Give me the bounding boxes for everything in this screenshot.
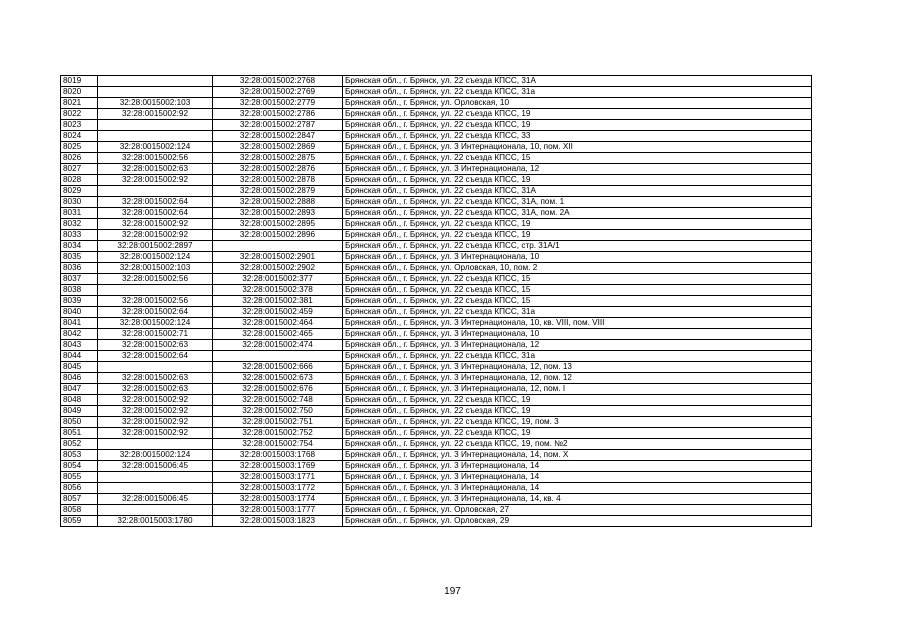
row-number-cell: 8030	[61, 197, 98, 208]
object-cadastral-number-cell: 32:28:0015002:754	[213, 439, 343, 450]
object-cadastral-number-cell: 32:28:0015003:1777	[213, 505, 343, 516]
object-cadastral-number-cell: 32:28:0015002:666	[213, 362, 343, 373]
row-number-cell: 8040	[61, 307, 98, 318]
table-row	[61, 483, 812, 494]
object-cadastral-number-cell	[213, 241, 343, 252]
table-row	[61, 351, 812, 362]
row-number-cell: 8044	[61, 351, 98, 362]
address-cell: Брянская обл., г. Брянск, ул. 3 Интернационала, 10, кв. VIII, пом. VIII	[343, 318, 812, 329]
row-number-cell: 8055	[61, 472, 98, 483]
parent-cadastral-number-cell: 32:28:0015002:63	[98, 340, 213, 351]
parent-cadastral-number-cell: 32:28:0015002:92	[98, 406, 213, 417]
parent-cadastral-number-cell: 32:28:0015002:64	[98, 351, 213, 362]
address-cell: Брянская обл., г. Брянск, ул. Орловская, 10	[343, 98, 812, 109]
object-cadastral-number-cell: 32:28:0015002:752	[213, 428, 343, 439]
parent-cadastral-number-cell: 32:28:0015002:92	[98, 428, 213, 439]
table-row	[61, 208, 812, 219]
address-cell: Брянская обл., г. Брянск, ул. 22 съезда КПСС, 15	[343, 153, 812, 164]
parent-cadastral-number-cell: 32:28:0015006:45	[98, 494, 213, 505]
row-number-cell: 8057	[61, 494, 98, 505]
parent-cadastral-number-cell	[98, 87, 213, 98]
object-cadastral-number-cell	[213, 351, 343, 362]
parent-cadastral-number-cell: 32:28:0015002:124	[98, 252, 213, 263]
registry-table	[60, 75, 812, 527]
table-row	[61, 406, 812, 417]
table-row	[61, 472, 812, 483]
parent-cadastral-number-cell: 32:28:0015002:124	[98, 142, 213, 153]
parent-cadastral-number-cell: 32:28:0015002:124	[98, 450, 213, 461]
address-cell: Брянская обл., г. Брянск, ул. 22 съезда КПСС, 19	[343, 219, 812, 230]
table-row	[61, 373, 812, 384]
parent-cadastral-number-cell: 32:28:0015002:64	[98, 208, 213, 219]
parent-cadastral-number-cell	[98, 131, 213, 142]
table-row	[61, 186, 812, 197]
row-number-cell: 8034	[61, 241, 98, 252]
object-cadastral-number-cell: 32:28:0015003:1768	[213, 450, 343, 461]
address-cell: Брянская обл., г. Брянск, ул. 22 съезда КПСС, 15	[343, 296, 812, 307]
row-number-cell: 8041	[61, 318, 98, 329]
row-number-cell: 8032	[61, 219, 98, 230]
object-cadastral-number-cell: 32:28:0015002:2888	[213, 197, 343, 208]
table-row	[61, 142, 812, 153]
parent-cadastral-number-cell: 32:28:0015002:64	[98, 197, 213, 208]
object-cadastral-number-cell: 32:28:0015002:378	[213, 285, 343, 296]
parent-cadastral-number-cell	[98, 439, 213, 450]
parent-cadastral-number-cell: 32:28:0015002:63	[98, 373, 213, 384]
object-cadastral-number-cell: 32:28:0015002:2787	[213, 120, 343, 131]
table-row	[61, 395, 812, 406]
address-cell: Брянская обл., г. Брянск, ул. 3 Интернационала, 12	[343, 164, 812, 175]
table-row	[61, 384, 812, 395]
address-cell: Брянская обл., г. Брянск, ул. 22 съезда КПСС, 19	[343, 230, 812, 241]
table-row	[61, 494, 812, 505]
table-row	[61, 175, 812, 186]
parent-cadastral-number-cell: 32:28:0015002:92	[98, 219, 213, 230]
row-number-cell: 8031	[61, 208, 98, 219]
row-number-cell: 8027	[61, 164, 98, 175]
table-row	[61, 362, 812, 373]
object-cadastral-number-cell: 32:28:0015003:1769	[213, 461, 343, 472]
table-row	[61, 98, 812, 109]
object-cadastral-number-cell: 32:28:0015002:2896	[213, 230, 343, 241]
table-row	[61, 109, 812, 120]
row-number-cell: 8035	[61, 252, 98, 263]
parent-cadastral-number-cell: 32:28:0015002:63	[98, 164, 213, 175]
address-cell: Брянская обл., г. Брянск, ул. 22 съезда КПСС, 31А, пом. 2А	[343, 208, 812, 219]
row-number-cell: 8038	[61, 285, 98, 296]
page-number: 197	[444, 586, 461, 597]
object-cadastral-number-cell: 32:28:0015002:2769	[213, 87, 343, 98]
table-row	[61, 318, 812, 329]
row-number-cell: 8053	[61, 450, 98, 461]
row-number-cell: 8020	[61, 87, 98, 98]
parent-cadastral-number-cell	[98, 285, 213, 296]
object-cadastral-number-cell: 32:28:0015002:465	[213, 329, 343, 340]
row-number-cell: 8046	[61, 373, 98, 384]
table-row	[61, 76, 812, 87]
parent-cadastral-number-cell: 32:28:0015002:103	[98, 98, 213, 109]
parent-cadastral-number-cell	[98, 120, 213, 131]
table-row	[61, 329, 812, 340]
address-cell: Брянская обл., г. Брянск, ул. 22 съезда КПСС, 19	[343, 120, 812, 131]
object-cadastral-number-cell: 32:28:0015002:464	[213, 318, 343, 329]
parent-cadastral-number-cell	[98, 362, 213, 373]
row-number-cell: 8051	[61, 428, 98, 439]
address-cell: Брянская обл., г. Брянск, ул. 3 Интернационала, 10	[343, 329, 812, 340]
address-cell: Брянская обл., г. Брянск, ул. 3 Интернационала, 14	[343, 483, 812, 494]
table-row	[61, 241, 812, 252]
address-cell: Брянская обл., г. Брянск, ул. Орловская, 10, пом. 2	[343, 263, 812, 274]
row-number-cell: 8058	[61, 505, 98, 516]
parent-cadastral-number-cell	[98, 483, 213, 494]
address-cell: Брянская обл., г. Брянск, ул. 22 съезда КПСС, 31а	[343, 87, 812, 98]
address-cell: Брянская обл., г. Брянск, ул. 22 съезда КПСС, 31А	[343, 76, 812, 87]
table-row	[61, 340, 812, 351]
table-row	[61, 131, 812, 142]
parent-cadastral-number-cell: 32:28:0015002:56	[98, 274, 213, 285]
parent-cadastral-number-cell	[98, 186, 213, 197]
row-number-cell: 8059	[61, 516, 98, 527]
table-row	[61, 120, 812, 131]
parent-cadastral-number-cell: 32:28:0015003:1780	[98, 516, 213, 527]
table-row	[61, 87, 812, 98]
table-row	[61, 285, 812, 296]
row-number-cell: 8021	[61, 98, 98, 109]
table-row	[61, 153, 812, 164]
table-row	[61, 439, 812, 450]
row-number-cell: 8054	[61, 461, 98, 472]
parent-cadastral-number-cell: 32:28:0015002:92	[98, 109, 213, 120]
object-cadastral-number-cell: 32:28:0015002:751	[213, 417, 343, 428]
row-number-cell: 8043	[61, 340, 98, 351]
address-cell: Брянская обл., г. Брянск, ул. Орловская, 27	[343, 505, 812, 516]
object-cadastral-number-cell: 32:28:0015003:1823	[213, 516, 343, 527]
address-cell: Брянская обл., г. Брянск, ул. 22 съезда КПСС, 33	[343, 131, 812, 142]
parent-cadastral-number-cell: 32:28:0015002:56	[98, 153, 213, 164]
address-cell: Брянская обл., г. Брянск, ул. 3 Интернационала, 14	[343, 461, 812, 472]
table-row	[61, 230, 812, 241]
row-number-cell: 8036	[61, 263, 98, 274]
table-row	[61, 516, 812, 527]
address-cell: Брянская обл., г. Брянск, ул. 3 Интернационала, 14, кв. 4	[343, 494, 812, 505]
object-cadastral-number-cell: 32:28:0015002:2876	[213, 164, 343, 175]
table-row	[61, 219, 812, 230]
parent-cadastral-number-cell	[98, 505, 213, 516]
object-cadastral-number-cell: 32:28:0015003:1774	[213, 494, 343, 505]
object-cadastral-number-cell: 32:28:0015002:750	[213, 406, 343, 417]
object-cadastral-number-cell: 32:28:0015002:2878	[213, 175, 343, 186]
address-cell: Брянская обл., г. Брянск, ул. 22 съезда КПСС, 19, пом. 3	[343, 417, 812, 428]
row-number-cell: 8024	[61, 131, 98, 142]
address-cell: Брянская обл., г. Брянск, ул. 3 Интернационала, 12, пом. 12	[343, 373, 812, 384]
parent-cadastral-number-cell: 32:28:0015002:64	[98, 307, 213, 318]
address-cell: Брянская обл., г. Брянск, ул. 22 съезда КПСС, 15	[343, 274, 812, 285]
row-number-cell: 8045	[61, 362, 98, 373]
parent-cadastral-number-cell: 32:28:0015002:103	[98, 263, 213, 274]
address-cell: Брянская обл., г. Брянск, ул. 22 съезда КПСС, стр. 31А/1	[343, 241, 812, 252]
table-row	[61, 296, 812, 307]
address-cell: Брянская обл., г. Брянск, ул. 22 съезда КПСС, 31а	[343, 307, 812, 318]
object-cadastral-number-cell: 32:28:0015002:748	[213, 395, 343, 406]
address-cell: Брянская обл., г. Брянск, ул. 22 съезда КПСС, 19	[343, 395, 812, 406]
parent-cadastral-number-cell: 32:28:0015002:92	[98, 175, 213, 186]
object-cadastral-number-cell: 32:28:0015002:676	[213, 384, 343, 395]
address-cell: Брянская обл., г. Брянск, ул. 3 Интернационала, 12, пом. 13	[343, 362, 812, 373]
table-row	[61, 252, 812, 263]
row-number-cell: 8023	[61, 120, 98, 131]
parent-cadastral-number-cell: 32:28:0015002:56	[98, 296, 213, 307]
address-cell: Брянская обл., г. Брянск, ул. 22 съезда КПСС, 15	[343, 285, 812, 296]
row-number-cell: 8026	[61, 153, 98, 164]
row-number-cell: 8047	[61, 384, 98, 395]
address-cell: Брянская обл., г. Брянск, ул. 3 Интернационала, 10, пом. XII	[343, 142, 812, 153]
table-row	[61, 263, 812, 274]
object-cadastral-number-cell: 32:28:0015002:2902	[213, 263, 343, 274]
object-cadastral-number-cell: 32:28:0015002:459	[213, 307, 343, 318]
parent-cadastral-number-cell: 32:28:0015002:2897	[98, 241, 213, 252]
object-cadastral-number-cell: 32:28:0015002:474	[213, 340, 343, 351]
parent-cadastral-number-cell: 32:28:0015002:92	[98, 417, 213, 428]
parent-cadastral-number-cell: 32:28:0015002:92	[98, 230, 213, 241]
object-cadastral-number-cell: 32:28:0015002:673	[213, 373, 343, 384]
table-row	[61, 307, 812, 318]
parent-cadastral-number-cell: 32:28:0015002:124	[98, 318, 213, 329]
object-cadastral-number-cell: 32:28:0015002:2879	[213, 186, 343, 197]
table-row	[61, 197, 812, 208]
address-cell: Брянская обл., г. Брянск, ул. 22 съезда КПСС, 19	[343, 175, 812, 186]
parent-cadastral-number-cell: 32:28:0015002:71	[98, 329, 213, 340]
object-cadastral-number-cell: 32:28:0015002:2768	[213, 76, 343, 87]
row-number-cell: 8056	[61, 483, 98, 494]
parent-cadastral-number-cell: 32:28:0015002:63	[98, 384, 213, 395]
address-cell: Брянская обл., г. Брянск, ул. 3 Интернационала, 14	[343, 472, 812, 483]
object-cadastral-number-cell: 32:28:0015002:2869	[213, 142, 343, 153]
parent-cadastral-number-cell: 32:28:0015002:92	[98, 395, 213, 406]
row-number-cell: 8052	[61, 439, 98, 450]
parent-cadastral-number-cell	[98, 76, 213, 87]
row-number-cell: 8050	[61, 417, 98, 428]
object-cadastral-number-cell: 32:28:0015002:2847	[213, 131, 343, 142]
table-row	[61, 274, 812, 285]
table-row	[61, 417, 812, 428]
table-row	[61, 428, 812, 439]
address-cell: Брянская обл., г. Брянск, ул. 3 Интернационала, 14, пом. X	[343, 450, 812, 461]
object-cadastral-number-cell: 32:28:0015003:1772	[213, 483, 343, 494]
row-number-cell: 8037	[61, 274, 98, 285]
row-number-cell: 8019	[61, 76, 98, 87]
registry-table-body	[61, 76, 812, 527]
parent-cadastral-number-cell: 32:28:0015006:45	[98, 461, 213, 472]
row-number-cell: 8033	[61, 230, 98, 241]
address-cell: Брянская обл., г. Брянск, ул. 22 съезда КПСС, 19	[343, 406, 812, 417]
row-number-cell: 8025	[61, 142, 98, 153]
object-cadastral-number-cell: 32:28:0015002:2875	[213, 153, 343, 164]
table-row	[61, 164, 812, 175]
address-cell: Брянская обл., г. Брянск, ул. 3 Интернационала, 12	[343, 340, 812, 351]
row-number-cell: 8028	[61, 175, 98, 186]
address-cell: Брянская обл., г. Брянск, ул. 22 съезда КПСС, 19	[343, 109, 812, 120]
address-cell: Брянская обл., г. Брянск, ул. Орловская, 29	[343, 516, 812, 527]
object-cadastral-number-cell: 32:28:0015002:2895	[213, 219, 343, 230]
row-number-cell: 8029	[61, 186, 98, 197]
address-cell: Брянская обл., г. Брянск, ул. 22 съезда КПСС, 19, пом. №2	[343, 439, 812, 450]
object-cadastral-number-cell: 32:28:0015002:381	[213, 296, 343, 307]
object-cadastral-number-cell: 32:28:0015002:377	[213, 274, 343, 285]
row-number-cell: 8048	[61, 395, 98, 406]
object-cadastral-number-cell: 32:28:0015003:1771	[213, 472, 343, 483]
table-row	[61, 505, 812, 516]
address-cell: Брянская обл., г. Брянск, ул. 3 Интернационала, 12, пом. I	[343, 384, 812, 395]
address-cell: Брянская обл., г. Брянск, ул. 22 съезда КПСС, 31а	[343, 351, 812, 362]
address-cell: Брянская обл., г. Брянск, ул. 22 съезда КПСС, 31А	[343, 186, 812, 197]
table-row	[61, 461, 812, 472]
address-cell: Брянская обл., г. Брянск, ул. 3 Интернационала, 10	[343, 252, 812, 263]
address-cell: Брянская обл., г. Брянск, ул. 22 съезда КПСС, 31А, пом. 1	[343, 197, 812, 208]
row-number-cell: 8039	[61, 296, 98, 307]
address-cell: Брянская обл., г. Брянск, ул. 22 съезда КПСС, 19	[343, 428, 812, 439]
row-number-cell: 8022	[61, 109, 98, 120]
object-cadastral-number-cell: 32:28:0015002:2901	[213, 252, 343, 263]
object-cadastral-number-cell: 32:28:0015002:2786	[213, 109, 343, 120]
object-cadastral-number-cell: 32:28:0015002:2893	[213, 208, 343, 219]
object-cadastral-number-cell: 32:28:0015002:2779	[213, 98, 343, 109]
parent-cadastral-number-cell	[98, 472, 213, 483]
table-row	[61, 450, 812, 461]
row-number-cell: 8042	[61, 329, 98, 340]
row-number-cell: 8049	[61, 406, 98, 417]
